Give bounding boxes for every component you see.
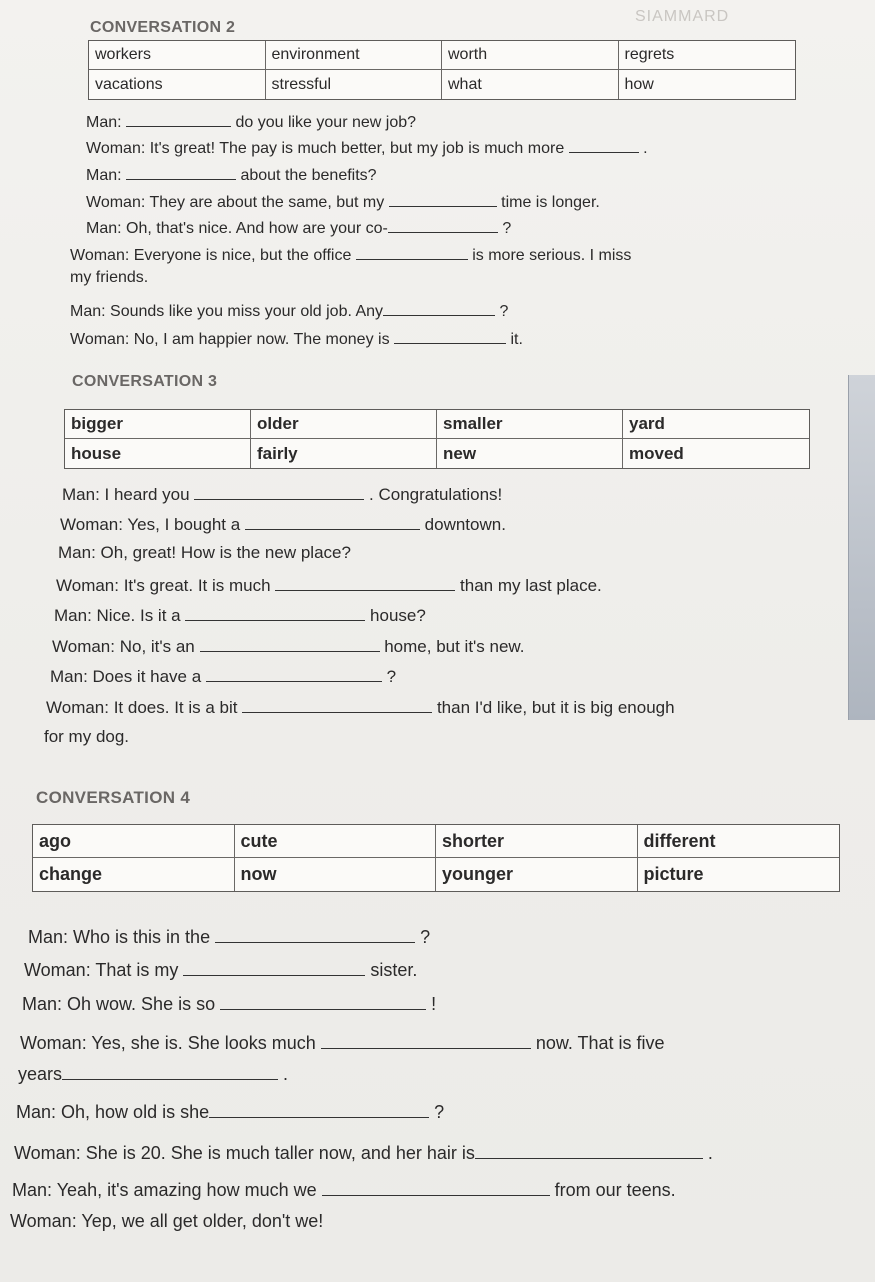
answer-blank[interactable] xyxy=(215,924,415,943)
word-bank-cell: house xyxy=(65,439,251,468)
dialogue-line xyxy=(56,573,602,596)
word-bank-cell: stressful xyxy=(266,70,443,99)
line-text: Woman: Yep, we all get older, don't we! xyxy=(10,1211,324,1231)
dialogue-line xyxy=(86,216,511,238)
dialogue-line xyxy=(16,1099,444,1123)
word-bank-cell: ago xyxy=(33,825,235,858)
answer-blank[interactable] xyxy=(389,190,497,207)
dialogue-line xyxy=(86,136,648,158)
line-text: Man: Oh wow. She is so xyxy=(22,994,221,1014)
line-text: now. That is five xyxy=(530,1033,665,1053)
dialogue-line xyxy=(54,603,426,626)
line-text: than my last place. xyxy=(455,576,602,595)
line-text: downtown. xyxy=(419,515,506,534)
line-text: is more serious. I miss xyxy=(467,247,632,264)
line-text: ? xyxy=(381,667,397,686)
line-text: Man: Yeah, it's amazing how much we xyxy=(12,1180,322,1200)
line-text: Man: xyxy=(86,167,127,184)
word-bank-cell: older xyxy=(251,410,437,439)
word-bank-cell: yard xyxy=(623,410,809,439)
conversation-4-heading: CONVERSATION 4 xyxy=(36,788,191,807)
dialogue-line xyxy=(18,1061,288,1085)
line-text: Woman: No, it's an xyxy=(52,637,200,656)
word-bank-cell: different xyxy=(638,825,840,858)
line-text: it. xyxy=(506,331,523,348)
word-bank-cell: smaller xyxy=(437,410,623,439)
line-text: Man: Oh, great! How is the new place? xyxy=(58,543,351,562)
word-bank-cell: moved xyxy=(629,443,684,463)
answer-blank[interactable] xyxy=(206,664,382,682)
answer-blank[interactable] xyxy=(209,1099,429,1118)
answer-blank[interactable] xyxy=(183,957,365,976)
line-text: Woman: Everyone is nice, but the office xyxy=(70,247,356,264)
answer-blank[interactable] xyxy=(185,603,365,621)
line-text: ? xyxy=(497,220,512,237)
dialogue-line xyxy=(60,512,506,535)
dialogue-line xyxy=(70,327,523,349)
answer-blank[interactable] xyxy=(220,991,426,1010)
dialogue-line xyxy=(24,957,417,981)
dialogue-line xyxy=(70,243,631,265)
line-text: home, but it's new. xyxy=(379,637,525,656)
dialogue-line xyxy=(28,924,430,948)
word-bank-cell: how xyxy=(624,75,654,93)
answer-blank[interactable] xyxy=(321,1030,531,1049)
answer-blank[interactable] xyxy=(388,216,498,233)
line-text: house? xyxy=(365,606,426,625)
line-text: than I'd like, but it is big enough xyxy=(432,698,675,717)
word-bank-cell: shorter xyxy=(436,825,638,858)
word-bank-cell: fairly xyxy=(251,439,437,468)
line-text: time is longer. xyxy=(496,194,600,211)
line-text: Man: Sounds like you miss your old job. Any xyxy=(70,303,384,320)
dialogue-line xyxy=(58,543,351,563)
answer-blank[interactable] xyxy=(194,482,364,500)
faint-corner-text: SIAMMARD xyxy=(635,8,730,25)
word-bank-4 xyxy=(32,824,840,892)
line-text: about the benefits? xyxy=(236,167,377,184)
dialogue-line xyxy=(20,1030,665,1054)
line-text: . xyxy=(278,1064,289,1084)
conversation-3-heading: CONVERSATION 3 xyxy=(72,373,218,390)
line-text: ? xyxy=(429,1102,445,1122)
line-text: Man: Nice. Is it a xyxy=(54,606,186,625)
word-bank-cell: cute xyxy=(235,825,437,858)
line-text: Man: I heard you xyxy=(62,485,195,504)
answer-blank[interactable] xyxy=(126,110,231,127)
dialogue-line xyxy=(86,190,600,212)
dialogue-line xyxy=(70,269,148,287)
dialogue-line xyxy=(46,695,675,718)
answer-blank[interactable] xyxy=(569,136,639,153)
line-text: . xyxy=(702,1143,713,1163)
line-text: Woman: Yes, I bought a xyxy=(60,515,245,534)
line-text: Man: Does it have a xyxy=(50,667,206,686)
word-bank-cell: now xyxy=(235,858,437,891)
line-text: Man: Who is this in the xyxy=(28,927,216,947)
line-text: Woman: No, I am happier now. The money is xyxy=(70,331,395,348)
line-text: sister. xyxy=(365,960,418,980)
word-bank-cell: younger xyxy=(436,858,638,891)
word-bank-cell: vacations xyxy=(89,70,266,99)
dialogue-line xyxy=(70,299,508,321)
line-text: . Congratulations! xyxy=(364,485,503,504)
answer-blank[interactable] xyxy=(394,327,506,344)
dialogue-line xyxy=(12,1177,676,1201)
line-text: Man: xyxy=(86,114,127,131)
word-bank-cell: workers xyxy=(89,41,266,70)
line-text: from our teens. xyxy=(549,1180,676,1200)
edge-decoration xyxy=(848,375,875,720)
word-bank-3 xyxy=(64,409,810,469)
answer-blank[interactable] xyxy=(126,163,236,180)
line-text: Man: Oh, how old is she xyxy=(16,1102,210,1122)
answer-blank[interactable] xyxy=(383,299,495,316)
line-text: ! xyxy=(426,994,437,1014)
line-text: Woman: They are about the same, but my xyxy=(86,194,389,211)
line-text: Woman: That is my xyxy=(24,960,184,980)
word-bank-cell: picture xyxy=(643,864,704,884)
answer-blank[interactable] xyxy=(356,243,468,260)
line-text: years xyxy=(18,1064,63,1084)
answer-blank[interactable] xyxy=(62,1061,278,1080)
word-bank-cell: regrets xyxy=(619,41,796,70)
dialogue-line xyxy=(86,163,377,185)
word-bank-cell: new xyxy=(437,439,623,468)
dialogue-line xyxy=(52,634,525,657)
line-text: Woman: It's great! The pay is much better, but my job is much more xyxy=(86,140,569,157)
word-bank-cell: what xyxy=(442,70,619,99)
answer-blank[interactable] xyxy=(475,1140,703,1159)
dialogue-line xyxy=(86,110,416,132)
dialogue-line xyxy=(44,727,129,747)
line-text: Woman: Yes, she is. She looks much xyxy=(20,1033,321,1053)
line-text: ? xyxy=(415,927,431,947)
answer-blank[interactable] xyxy=(275,573,455,591)
dialogue-line xyxy=(50,664,396,687)
conversation-2-heading: CONVERSATION 2 xyxy=(90,19,236,36)
line-text: for my dog. xyxy=(44,727,130,746)
line-text: Woman: It does. It is a bit xyxy=(46,698,243,717)
line-text: my friends. xyxy=(70,269,149,286)
answer-blank[interactable] xyxy=(322,1177,550,1196)
dialogue-line xyxy=(62,482,502,505)
word-bank-cell: bigger xyxy=(65,410,251,439)
line-text: do you like your new job? xyxy=(231,114,417,131)
answer-blank[interactable] xyxy=(200,634,380,652)
answer-blank[interactable] xyxy=(242,695,432,713)
line-text: ? xyxy=(495,303,509,320)
line-text: Woman: She is 20. She is much taller now, and her hair is xyxy=(14,1143,475,1163)
line-text: Woman: It's great. It is much xyxy=(56,576,276,595)
line-text: Man: Oh, that's nice. And how are your co- xyxy=(86,220,388,237)
answer-blank[interactable] xyxy=(245,512,420,530)
word-bank-cell: change xyxy=(33,858,235,891)
word-bank-cell: worth xyxy=(442,41,619,70)
dialogue-line xyxy=(10,1211,323,1232)
word-bank-cell: environment xyxy=(266,41,443,70)
line-text: . xyxy=(638,140,648,157)
word-bank-2 xyxy=(88,40,796,100)
dialogue-line xyxy=(22,991,436,1015)
dialogue-line xyxy=(14,1140,713,1164)
